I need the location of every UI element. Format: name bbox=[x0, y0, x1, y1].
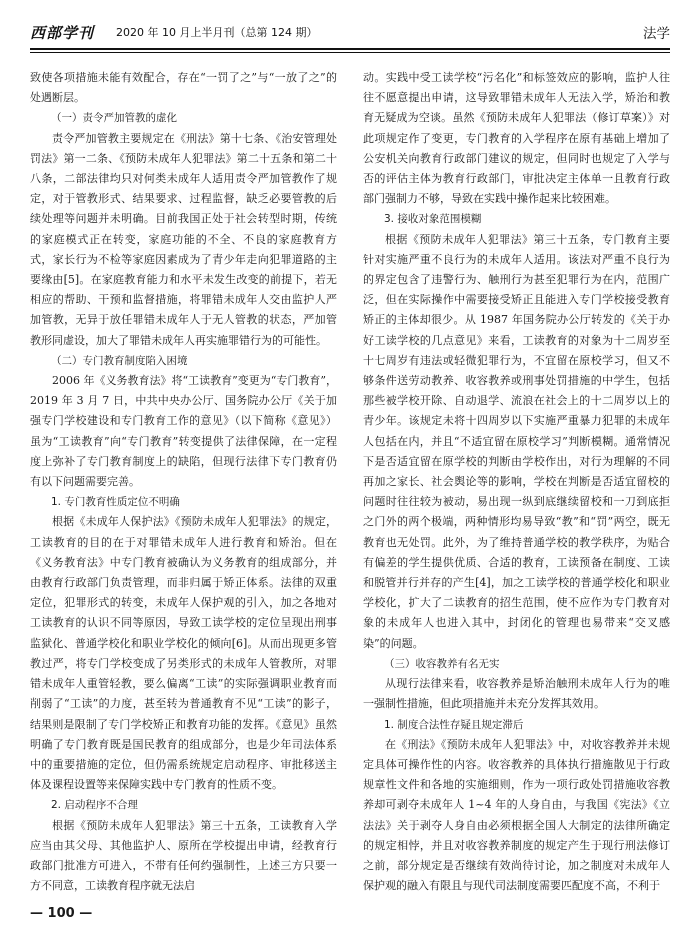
section-heading: （二）专门教育制度陷入困境 bbox=[51, 354, 188, 367]
journal-logo: 西部学刊 bbox=[30, 24, 95, 42]
issue-info: 2020 年 10 月上半月刊（总第 124 期） bbox=[116, 26, 318, 39]
left-column bbox=[30, 68, 337, 908]
subsection-heading: 1. 制度合法性存疑且规定滞后 bbox=[384, 718, 524, 731]
paragraph: 根据《预防未成年人犯罪法》第三十五条，专门教育主要针对实施严重不良行为的未成年人适用。该法对严重不良行为的界定包含了违警行为、触刑行为甚至犯罪行为在内，范围广泛，但在实际操作中需要接受矫正且能进入专门学校接受教育矫正的主体却很少。从 1987 年国务院办公厅转发的《关于办好工读学校的几点意见》来看，工读教育的对象为十二周岁至十七周岁有违法或轻微犯罪行为，不宜留在原校学习，但又不够条件送劳动教养、收容教养或刑事处罚措施的中学生，包括那些被学校开除、自动退学、流浪在社会上的十二周岁以上的青少年。该规定未将十四周岁以下实施严重暴力犯罪的未成年人包括在内，并且“不适宜留在原校学习”判断模糊。通常情况下是否适宜留在原学校的判断由学校作出，对行为理解的不同再加之家长、社会舆论等的影响，学校在判断是否适宜留校的问题时往往较为被动，易出现一纵到底继续留校和一刀到底拒之门外的两个极端，两种情形均易导致“教”和“罚”两空，既无教育也无处罚。此外，为了维持普通学校的教学秩序，为贴合有偏差的学生提供优质、合适的教育，工读预备在制度、工读和脱管并行并存的产生[4]，加之工读学校的普通学校化和职业学校化，扩大了二读教育的招生范围，使不应作为专门教育对象的未成年人也进入其中，封闭化的管理也易带来“交叉感染”的问题。 bbox=[363, 232, 670, 650]
paragraph: 2006 年《义务教育法》将“工读教育”变更为“专门教育”，2019 年 3 月 7 日，中共中央办公厅、国务院办公厅《关于加强专门学校建设和专门教育工作的意见》（以下简称《意见》）虽为“工读教育”向“专门教育”转变提供了法律保障，在一定程度上弥补了专门教育制度上的缺陷，但现行法律下专门教育仍有以下问题需要完善。 bbox=[30, 374, 337, 489]
paragraph: 致使各项措施未能有效配合，存在“一罚了之”与“一放了之”的处遇断层。 bbox=[30, 71, 337, 105]
header-rule-thin bbox=[30, 52, 670, 53]
subsection-heading: 1. 专门教育性质定位不明确 bbox=[51, 496, 180, 509]
paragraph: 根据《预防未成年人犯罪法》第三十五条，工读教育入学应当由其父母、其他监护人、原所在学校提出申请，经教育行政部门批准方可进入，不带有任何约强制性，上述三方只要一方不同意，工读教育程序就无法启 bbox=[30, 818, 337, 893]
paragraph: 从现行法律来看，收容教养是矫治触刑未成年人行为的唯一强制性措施，但此项措施并未充分发挥其效用。 bbox=[363, 677, 670, 711]
paragraph: 责令严加管教主要规定在《刑法》第十七条、《治安管理处罚法》第一二条、《预防未成年人犯罪法》第二十五条和第二十八条，二部法律均只对何类未成年人适用责令严加管教作了规定，对于管教形式、结果要求、过程监督，缺乏必要管教的后续处理等问题并未明确。目前我国正处于社会转型时期，传统的家庭模式正在转变，家庭功能的不全、不良的家庭教育方式，家长行为不检等家庭因素成为了青少年走向犯罪道路的主要缘由[5]。在家庭教育能力和水平未发生改变的前提下，若无相应的帮助、干预和监督措施，将罪错未成年人交由监护人严加管教，无异于放任罪错未成年人于无人管教的状态，严加管教形同虚设，加大了罪错未成年人再实施罪错行为的可能性。 bbox=[30, 131, 337, 347]
section-heading: （一）责令严加管教的虚化 bbox=[51, 112, 177, 125]
subsection-heading: 2. 启动程序不合理 bbox=[51, 799, 138, 812]
page-number: — 100 — bbox=[30, 906, 93, 921]
right-column bbox=[363, 68, 670, 908]
subsection-heading: 3. 接收对象范围模糊 bbox=[384, 213, 482, 226]
section-heading: （三）收容教养有名无实 bbox=[384, 657, 500, 670]
header-rule-thick bbox=[30, 48, 670, 50]
page-header bbox=[30, 22, 670, 48]
section-label: 法学 bbox=[643, 26, 670, 42]
paragraph: 动。实践中受工读学校“污名化”和标签效应的影响，监护人往往不愿意提出申请，这导致罪错未成年人无法入学，矫治和教育无疑成为空谈。虽然《预防未成年人犯罪法（修订草案）》对此项规定作了变更，专门教育的入学程序在原有基础上增加了公安机关向教育行政部门建议的规定，但同时也规定了入学与否的评估主体为教育行政部门，审批决定主体单一且教育行政部门强制力不够，导致在实践中操作起来比较困难。 bbox=[363, 71, 670, 206]
paragraph: 在《刑法》《预防未成年人犯罪法》中，对收容教养并未规定具体可操作性的内容。收容教养的具体执行措施散见于行政规章性文件和各地的实施细则，作为一项行政处罚措施收容教养却可剥夺未成年人 1~4 年的人身自由，与我国《宪法》《立法法》关于剥夺人身自由必须根据全国人大制定的法律所确定的规定相悖，并且对收容教养制度的规定产生于现行刑法修订之前，部分规定是否继续有效尚待讨论，加之制度对未成年人保护观的融入有限且与现代司法制度需要匹配度不高，不利于 bbox=[363, 737, 670, 893]
paragraph: 根据《未成年人保护法》《预防未成年人犯罪法》的规定，工读教育的目的在于对罪错未成年人进行教育和矫治。但在《义务教育法》中专门教育被确认为义务教育的组成部分，并由教育行政部门负责管理，而非归属于矫正体系。法律的双重定位，犯罪形式的转变，未成年人保护观的引入，加之各地对工读教育的认识不同等原因，导致工读学校的定位呈现出刑事监狱化、普通学校化和职业学校化的倾向[6]。从而出现更多管教过严，将专门学校变成了另类形式的未成年人管教所，对罪错未成年人重管轻教，要么偏离“工读”的实际强调职业教育而削弱了“工读”的力度，甚至转为普通教育不见“工读”的影子，结果则是限制了专门学校矫正和教育功能的发挥。《意见》虽然明确了专门教育既是国民教育的组成部分，也是少年司法体系中的重要措施的定位，但仍需系统规定启动程序、审批移送主体及课程设置等来保障实践中专门教育的性质不变。 bbox=[30, 515, 337, 792]
